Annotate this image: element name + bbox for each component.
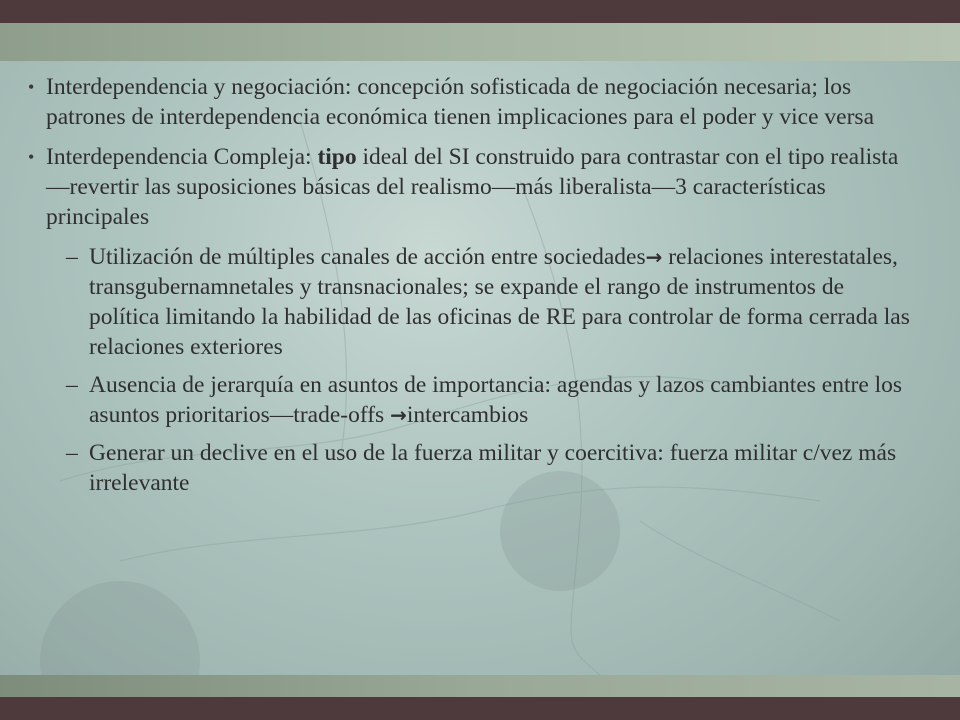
bullet-icon: • — [28, 77, 35, 97]
bottom-bar — [0, 697, 960, 720]
sub-bullet-item — [28, 370, 918, 430]
bullet-item — [28, 72, 918, 132]
arrow-right-icon: → — [645, 245, 663, 269]
bullet-item — [28, 142, 918, 232]
bottom-band — [0, 675, 960, 697]
sub-bullet-item — [28, 438, 918, 498]
sub-bullet-text: Utilización de múltiples canales de acción entre sociedades — [89, 244, 646, 270]
bullet-list — [28, 72, 918, 506]
bullet-icon: • — [28, 147, 35, 167]
dash-icon: – — [66, 372, 78, 398]
sub-bullet-text-continued: intercambios — [406, 402, 529, 428]
sub-bullet-text: Generar un declive en el uso de la fuerza militar y coercitiva: fuerza militar c/vez más irrelevante — [89, 440, 897, 496]
arrow-right-icon: → — [390, 403, 407, 427]
dash-icon: – — [66, 244, 78, 270]
bullet-text: Interdependencia y negociación: concepción sofisticada de negociación necesaria; los patrones de interdependencia económica tienen implicaciones para el poder y vice versa — [46, 74, 874, 130]
dash-icon: – — [66, 440, 78, 466]
sub-bullet-text-continued: relaciones interestatales, transgubernamnetales y transnacionales; se expande el rango de instrumentos de política limitando la habilidad de las oficinas de RE para controlar de forma cerrada las relaciones exteriores — [89, 244, 910, 360]
top-band — [0, 23, 960, 61]
sub-bullet-text: Ausencia de jerarquía en asuntos de importancia: agendas y lazos cambiantes entre los asuntos prioritarios—trade-offs — [89, 372, 903, 428]
top-bar — [0, 0, 960, 23]
bullet-text-continued: ideal del SI construido para contrastar con el tipo realista—revertir las suposiciones básicas del realismo—más liberalista—3 características principales — [46, 144, 899, 230]
bullet-text: Interdependencia Compleja: — [46, 144, 318, 170]
sub-bullet-item — [28, 242, 918, 362]
bold-term: tipo — [317, 144, 357, 170]
